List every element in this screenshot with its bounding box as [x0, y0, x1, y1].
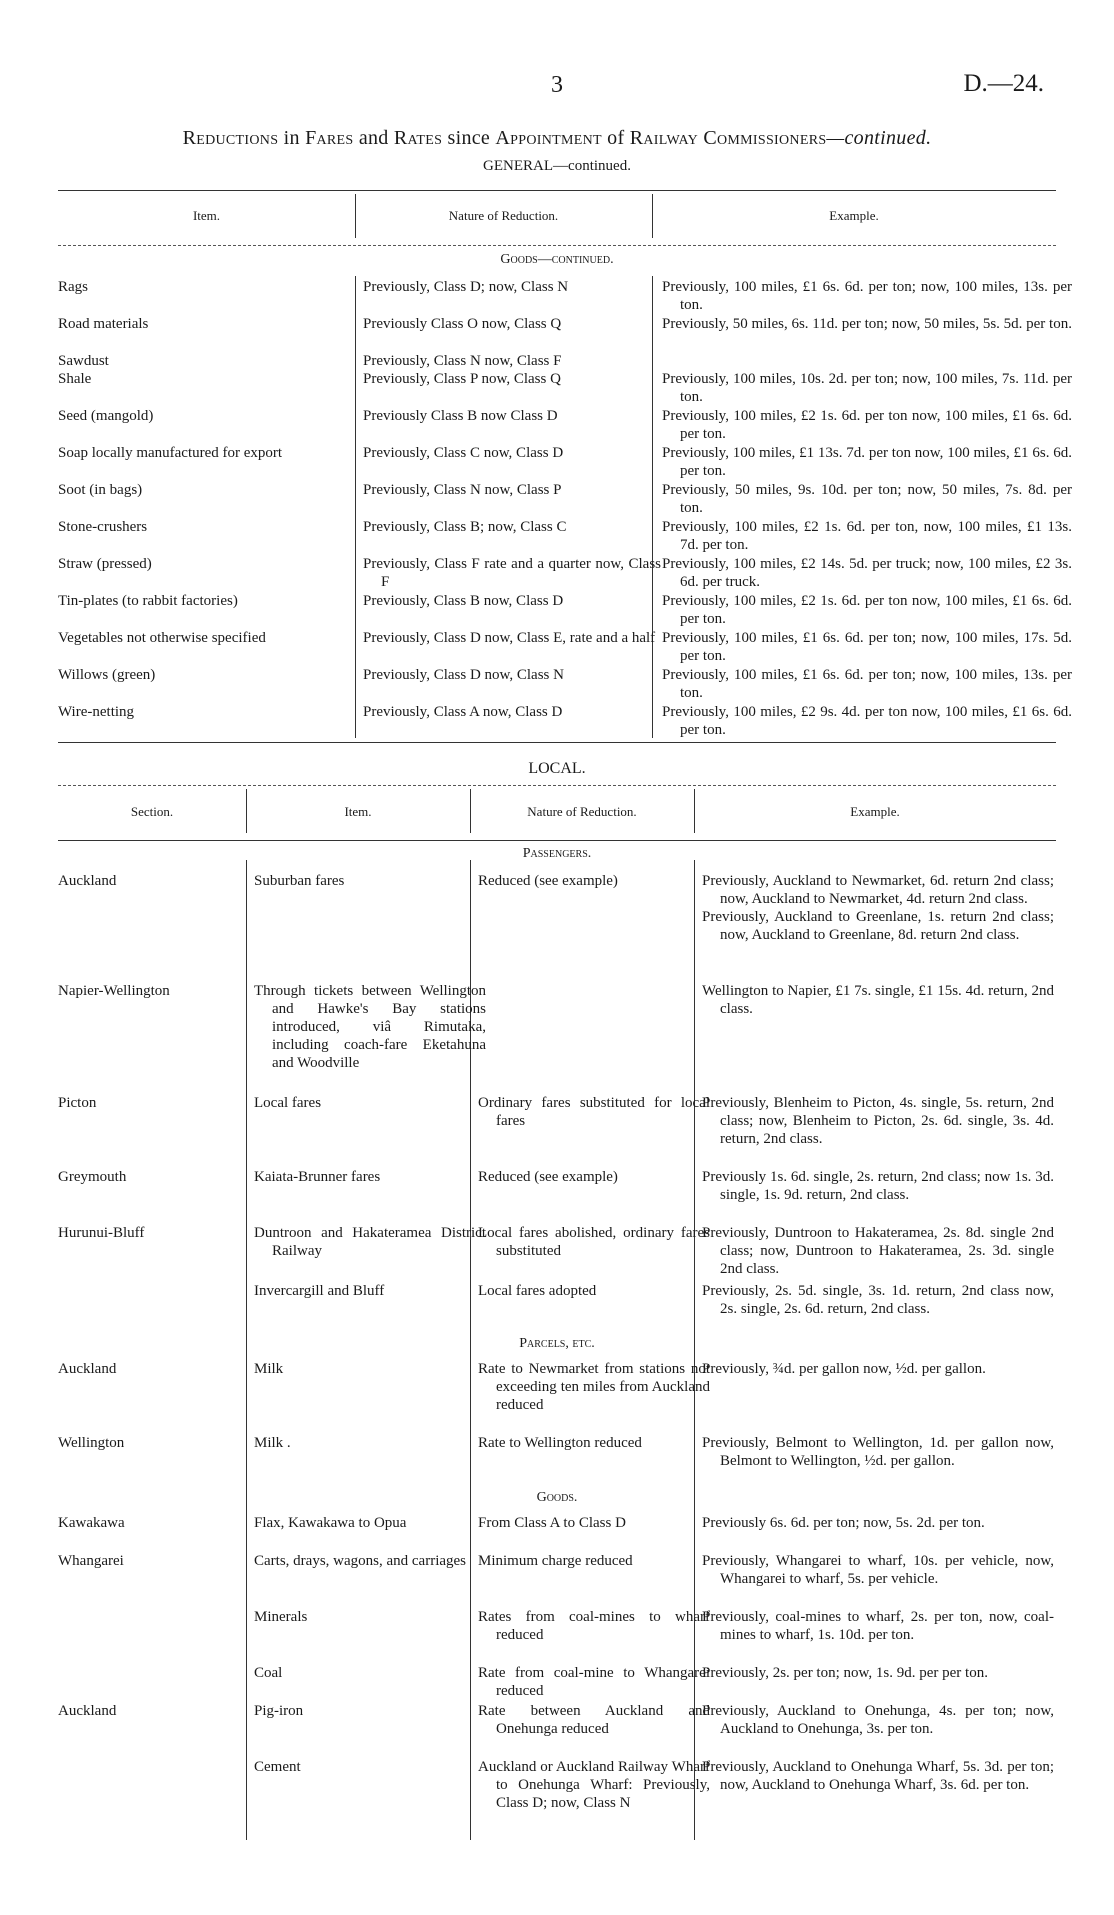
- nature-cell: Auckland or Auckland Railway Wharf to Onehunga Wharf: Previously, Class D; now, Class N: [478, 1759, 710, 1811]
- example-cell: [702, 1664, 1054, 1682]
- section-cell: Auckland: [58, 1361, 117, 1377]
- section-heading: Parcels, etc.: [519, 1336, 595, 1351]
- example-cell: [702, 1224, 1054, 1278]
- nature-cell: Reduced (see example): [478, 873, 618, 889]
- example-text: Previously, Auckland to Newmarket, 6d. return 2nd class; now, Auckland to Newmarket, 4d. return 2nd class.: [702, 873, 1054, 907]
- example-text: Previously, ¾d. per gallon now, ½d. per gallon.: [702, 1361, 986, 1377]
- nature-cell: Previously, Class D now, Class E, rate and a half: [363, 630, 656, 646]
- nature-cell: Minimum charge reduced: [478, 1553, 633, 1569]
- title-word: in: [283, 127, 300, 149]
- example-text: Previously, 2s. 5d. single, 3s. 1d. return, 2nd class now, 2s. single, 2s. 6d. return, 2nd class.: [702, 1283, 1054, 1317]
- example-text: Previously 1s. 6d. single, 2s. return, 2nd class; now 1s. 3d. single, 1s. 9d. return, 2nd class.: [702, 1169, 1054, 1203]
- nature-cell: Rate between Auckland and Onehunga reduced: [478, 1703, 710, 1737]
- example-cell: Previously, 100 miles, £1 6s. 6d. per ton; now, 100 miles, 13s. per ton.: [662, 279, 1072, 313]
- item-cell: Willows (green): [58, 667, 156, 683]
- section-cell: Picton: [58, 1095, 97, 1111]
- table-rule: [58, 742, 1056, 743]
- table-rule: [58, 785, 1056, 786]
- item-cell: Duntroon and Hakateramea District Railway: [254, 1225, 486, 1259]
- nature-cell: From Class A to Class D: [478, 1515, 626, 1531]
- item-cell: Milk .: [254, 1435, 291, 1451]
- example-cell: Previously, 100 miles, £2 1s. 6d. per ton now, 100 miles, £1 6s. 6d. per ton.: [662, 408, 1072, 442]
- item-cell: Road materials: [58, 316, 149, 332]
- example-cell: Previously, 100 miles, £1 6s. 6d. per ton; now, 100 miles, 17s. 5d. per ton.: [662, 630, 1072, 664]
- item-cell: Shale: [58, 371, 92, 387]
- section-cell: Greymouth: [58, 1169, 127, 1185]
- example-text: Wellington to Napier, £1 7s. single, £1 15s. 4d. return, 2nd class.: [702, 983, 1054, 1017]
- page-number: 3: [551, 72, 563, 98]
- example-cell: [702, 1282, 1054, 1318]
- example-cell: [702, 1168, 1054, 1204]
- nature-cell: Previously, Class N now, Class P: [363, 482, 562, 498]
- item-cell: Through tickets between Wellington and Hawke's Bay stations introduced, viâ Rimutaka, including coach-fare Eketahuna and Woodville: [254, 983, 486, 1071]
- item-cell: Coal: [254, 1665, 283, 1681]
- title-word: Fares: [305, 127, 354, 149]
- section-cell: Napier-Wellington: [58, 983, 170, 999]
- column-header-example: Example.: [850, 804, 900, 819]
- nature-cell: Previously Class B now Class D: [363, 408, 558, 424]
- example-text: Previously, Blenheim to Picton, 4s. single, 5s. return, 2nd class; now, Blenheim to Picton, 2s. 6d. single, 3s. 4d. return, 2nd class.: [702, 1095, 1054, 1147]
- nature-cell: Previously, Class D; now, Class N: [363, 279, 569, 295]
- nature-cell: Previously, Class B; now, Class C: [363, 519, 567, 535]
- item-cell: Stone-crushers: [58, 519, 148, 535]
- example-cell: [702, 1552, 1054, 1588]
- page-subtitle: GENERAL—continued.: [483, 158, 631, 174]
- example-cell: [702, 1360, 1054, 1378]
- item-cell: Milk: [254, 1361, 284, 1377]
- item-cell: Wire-netting: [58, 704, 135, 720]
- nature-cell: Local fares abolished, ordinary fares substituted: [478, 1225, 710, 1259]
- item-cell: Soot (in bags): [58, 482, 143, 498]
- nature-cell: Previously, Class D now, Class N: [363, 667, 564, 683]
- column-header-nature: Nature of Reduction.: [527, 804, 637, 819]
- item-cell: Straw (pressed): [58, 556, 152, 572]
- example-cell: [702, 872, 1054, 944]
- item-cell: Seed (mangold): [58, 408, 154, 424]
- nature-cell: Rate to Wellington reduced: [478, 1435, 642, 1451]
- item-cell: Pig-iron: [254, 1703, 304, 1719]
- title-word: Appointment: [495, 127, 602, 149]
- example-cell: Previously, 100 miles, £2 1s. 6d. per ton now, 100 miles, £1 6s. 6d. per ton.: [662, 593, 1072, 627]
- section-cell: Hurunui-Bluff: [58, 1225, 145, 1241]
- item-cell: Invercargill and Bluff: [254, 1283, 385, 1299]
- example-cell: Previously, 100 miles, £2 1s. 6d. per ton, now, 100 miles, £1 13s. 7d. per ton.: [662, 519, 1072, 553]
- section-heading: Passengers.: [522, 846, 592, 861]
- nature-cell: Previously, Class C now, Class D: [363, 445, 564, 461]
- nature-cell: Rate from coal-mine to Whangarei reduced: [478, 1665, 710, 1699]
- item-cell: Carts, drays, wagons, and carriages: [254, 1553, 467, 1569]
- title-word: of: [607, 127, 625, 149]
- table-rule: [58, 190, 1056, 191]
- section-cell: Wellington: [58, 1435, 125, 1451]
- column-header-item: Item.: [192, 208, 221, 223]
- item-cell: Cement: [254, 1759, 301, 1775]
- page-title: [0, 127, 1114, 150]
- table-rule: [58, 840, 1056, 841]
- item-cell: Soap locally manufactured for export: [58, 445, 283, 461]
- example-cell: [702, 1514, 1054, 1532]
- example-cell: [702, 1608, 1054, 1644]
- item-cell: Local fares: [254, 1095, 322, 1111]
- column-header-example: Example.: [829, 208, 879, 223]
- title-word: since: [447, 127, 491, 149]
- example-text: Previously, Whangarei to wharf, 10s. per vehicle, now, Whangarei to wharf, 5s. per vehicle.: [702, 1553, 1054, 1587]
- example-text: Previously, Auckland to Onehunga Wharf, 5s. 3d. per ton; now, Auckland to Onehunga Wharf, 3s. 6d. per ton.: [702, 1759, 1054, 1793]
- example-text: Previously, Auckland to Greenlane, 1s. return 2nd class; now, Auckland to Greenlane, 8d. return 2nd class.: [702, 909, 1054, 943]
- column-header-nature: Nature of Reduction.: [448, 208, 559, 223]
- example-cell: Previously, 100 miles, £2 9s. 4d. per ton now, 100 miles, £1 6s. 6d. per ton.: [662, 704, 1072, 738]
- item-cell: Minerals: [254, 1609, 308, 1625]
- nature-cell: Previously Class O now, Class Q: [363, 316, 562, 332]
- title-word: Commissioners: [703, 127, 827, 149]
- item-cell: Vegetables not otherwise specified: [58, 630, 266, 646]
- example-cell: [702, 1702, 1054, 1738]
- example-cell: Previously, 50 miles, 6s. 11d. per ton; now, 50 miles, 5s. 5d. per ton.: [662, 316, 1072, 332]
- section-heading: Goods—continued.: [500, 252, 614, 267]
- item-cell: Sawdust: [58, 353, 109, 369]
- nature-cell: Rates from coal-mines to wharf reduced: [478, 1609, 710, 1643]
- item-cell: Flax, Kawakawa to Opua: [254, 1515, 407, 1531]
- example-cell: Previously, 100 miles, £1 13s. 7d. per ton now, 100 miles, £1 6s. 6d. per ton.: [662, 445, 1072, 479]
- title-word: —continued.: [826, 127, 932, 149]
- example-text: Previously, Belmont to Wellington, 1d. per gallon now, Belmont to Wellington, ½d. per gallon.: [702, 1435, 1054, 1469]
- example-cell: Previously, 50 miles, 9s. 10d. per ton; now, 50 miles, 7s. 8d. per ton.: [662, 482, 1072, 516]
- document-reference: D.—24.: [963, 70, 1044, 97]
- title-word: and: [358, 127, 389, 149]
- local-heading: LOCAL.: [528, 760, 586, 777]
- section-cell: Auckland: [58, 1703, 117, 1719]
- example-cell: Previously, 100 miles, £1 6s. 6d. per ton; now, 100 miles, 13s. per ton.: [662, 667, 1072, 701]
- nature-cell: Ordinary fares substituted for local fares: [478, 1095, 710, 1129]
- example-cell: [702, 1434, 1054, 1470]
- section-heading: Goods.: [536, 1490, 578, 1505]
- table-rule: [58, 245, 1056, 246]
- example-text: Previously 6s. 6d. per ton; now, 5s. 2d. per ton.: [702, 1515, 985, 1531]
- example-text: Previously, 2s. per ton; now, 1s. 9d. per per ton.: [702, 1665, 988, 1681]
- example-cell: [702, 982, 1054, 1018]
- title-word: Rates: [393, 127, 443, 149]
- nature-cell: Previously, Class F rate and a quarter now, Class F: [363, 556, 661, 590]
- item-cell: Rags: [58, 279, 88, 295]
- item-cell: Kaiata-Brunner fares: [254, 1169, 381, 1185]
- item-cell: Tin-plates (to rabbit factories): [58, 593, 238, 609]
- title-word: Railway: [629, 127, 699, 149]
- nature-cell: Reduced (see example): [478, 1169, 618, 1185]
- example-cell: [702, 1094, 1054, 1148]
- example-text: Previously, coal-mines to wharf, 2s. per ton, now, coal-mines to wharf, 1s. 10d. per ton.: [702, 1609, 1054, 1643]
- section-cell: Auckland: [58, 873, 117, 889]
- title-word: Reductions: [182, 127, 279, 149]
- example-cell: [702, 1758, 1054, 1794]
- nature-cell: Previously, Class P now, Class Q: [363, 371, 561, 387]
- section-cell: Kawakawa: [58, 1515, 125, 1531]
- nature-cell: Previously, Class B now, Class D: [363, 593, 564, 609]
- column-header-section: Section.: [130, 804, 174, 819]
- column-header-item: Item.: [344, 804, 372, 819]
- nature-cell: Previously, Class A now, Class D: [363, 704, 563, 720]
- example-cell: Previously, 100 miles, 10s. 2d. per ton; now, 100 miles, 7s. 11d. per ton.: [662, 371, 1072, 405]
- example-cell: Previously, 100 miles, £2 14s. 5d. per truck; now, 100 miles, £2 3s. 6d. per truck.: [662, 556, 1072, 590]
- section-cell: Whangarei: [58, 1553, 124, 1569]
- item-cell: Suburban fares: [254, 873, 345, 889]
- example-text: Previously, Duntroon to Hakateramea, 2s. 8d. single 2nd class; now, Duntroon to Hakateramea, 2s. 3d. single 2nd class.: [702, 1225, 1054, 1277]
- example-text: Previously, Auckland to Onehunga, 4s. per ton; now, Auckland to Onehunga, 3s. per ton.: [702, 1703, 1054, 1737]
- nature-cell: Previously, Class N now, Class F: [363, 353, 562, 369]
- nature-cell: Local fares adopted: [478, 1283, 597, 1299]
- nature-cell: Rate to Newmarket from stations not exceeding ten miles from Auckland reduced: [478, 1361, 710, 1413]
